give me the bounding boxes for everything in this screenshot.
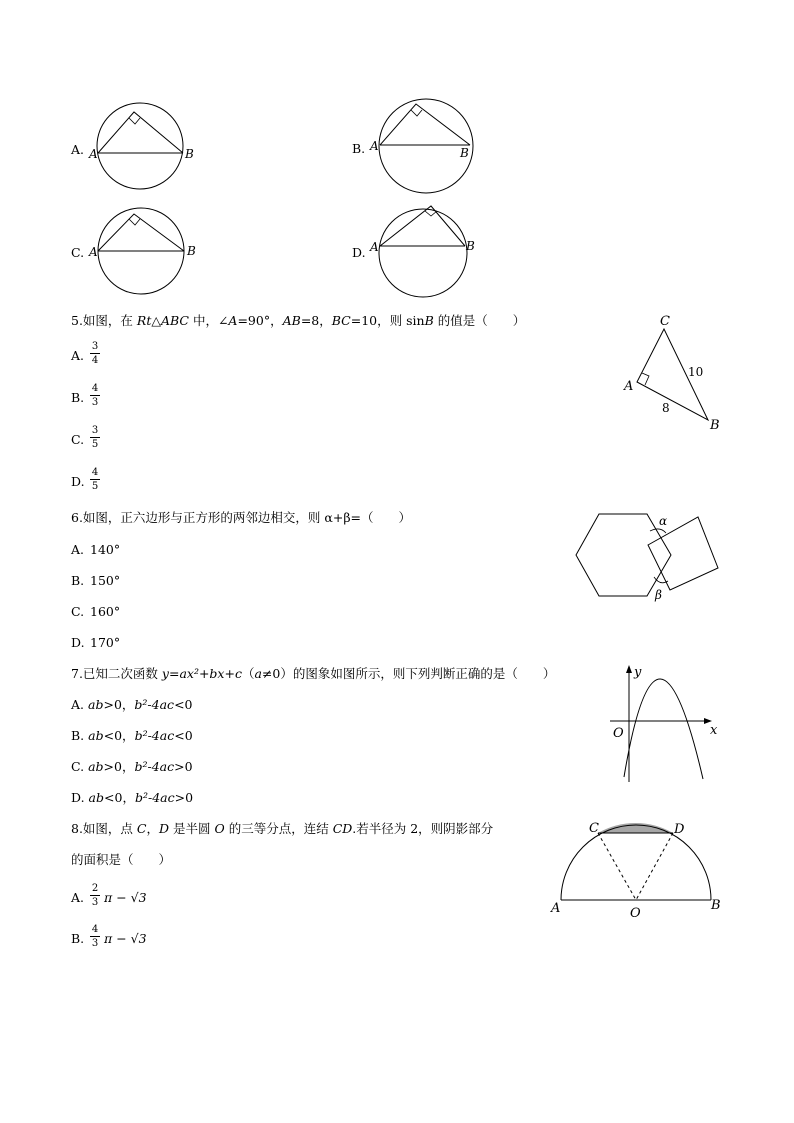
q5-option-b-fraction: 4 3 — [91, 383, 99, 408]
q6-option-c-label: C. — [71, 604, 85, 619]
q4a-point-a: A — [89, 147, 98, 161]
q4b-point-b: B — [460, 146, 469, 160]
q5-option-b-label: B. — [71, 390, 85, 405]
q5-point-c: C — [660, 314, 670, 329]
q4-option-a-label: A. — [71, 142, 85, 157]
q7-option-d: D. ab<0，b²-4ac>0 — [71, 790, 194, 805]
q8-point-b: B — [711, 898, 721, 913]
q7-option-a: A. ab>0，b²-4ac<0 — [71, 697, 193, 712]
q4-option-d-label: D. — [352, 245, 366, 260]
q4d-point-a: A — [370, 240, 379, 254]
q6-stem: 6.如图，正六边形与正方形的两邻边相交，则 α+β=（ ） — [71, 510, 412, 525]
q8-option-a-tail: π − √3 — [104, 890, 147, 905]
q6-option-c-text: 160° — [90, 604, 121, 619]
q5-option-c-label: C. — [71, 432, 85, 447]
q8-option-b-tail: π − √3 — [104, 931, 147, 946]
q7-axis-x: x — [710, 723, 718, 738]
q5-point-b: B — [710, 418, 720, 433]
q7-origin: O — [613, 726, 624, 741]
q6-option-b-text: 150° — [90, 573, 121, 588]
q8-option-b-label: B. — [71, 931, 85, 946]
q6-option-a-label: A. — [71, 542, 85, 557]
q8-point-o: O — [630, 906, 641, 921]
q7-option-b: B. ab<0，b²-4ac<0 — [71, 728, 193, 743]
q5-option-a-fraction: 3 4 — [91, 341, 99, 366]
q4b-point-a: A — [370, 139, 379, 153]
q5-stem: 5.如图，在 Rt△ABC 中，∠A=90°，AB=8，BC=10，则 sinB 的值是（ ） — [71, 313, 526, 328]
q5-point-a: A — [624, 379, 634, 394]
q8-stem-line1: 8.如图，点 C，D 是半圆 O 的三等分点，连结 CD.若半径为 2，则阴影部分 — [71, 821, 494, 836]
q8-point-c: C — [589, 821, 599, 836]
q4c-point-a: A — [89, 245, 98, 259]
q8-point-a: A — [551, 901, 561, 916]
q6-option-d-text: 170° — [90, 635, 121, 650]
q8-option-a-label: A. — [71, 890, 85, 905]
q6-option-b-label: B. — [71, 573, 85, 588]
q5-side-bc: 10 — [688, 365, 704, 379]
q6-option-a-text: 140° — [90, 542, 121, 557]
q7-axis-y: y — [634, 665, 642, 680]
q8-option-a-fraction: 2 3 — [91, 883, 99, 908]
q7-stem: 7.已知二次函数 y=ax²+bx+c（a≠0）的图象如图所示，则下列判断正确的是（ ） — [71, 666, 556, 681]
q6-angle-alpha: α — [659, 514, 668, 528]
q4c-point-b: B — [187, 244, 196, 258]
q5-side-ab: 8 — [662, 401, 670, 415]
q5-option-a-label: A. — [71, 348, 85, 363]
q4-option-b-label: B. — [352, 141, 366, 156]
q5-option-c-fraction: 3 5 — [91, 425, 99, 450]
q6-option-d-label: D. — [71, 635, 85, 650]
q5-option-d-label: D. — [71, 474, 85, 489]
q8-stem-line2: 的面积是（ ） — [71, 852, 172, 867]
q8-point-d: D — [674, 822, 685, 837]
q4a-point-b: B — [185, 147, 194, 161]
q6-angle-beta: β — [655, 588, 662, 602]
q4-option-c-label: C. — [71, 245, 85, 260]
q7-option-c: C. ab>0，b²-4ac>0 — [71, 759, 193, 774]
q5-option-d-fraction: 4 5 — [91, 467, 99, 492]
q4d-point-b: B — [466, 239, 475, 253]
q8-option-b-fraction: 4 3 — [91, 924, 99, 949]
